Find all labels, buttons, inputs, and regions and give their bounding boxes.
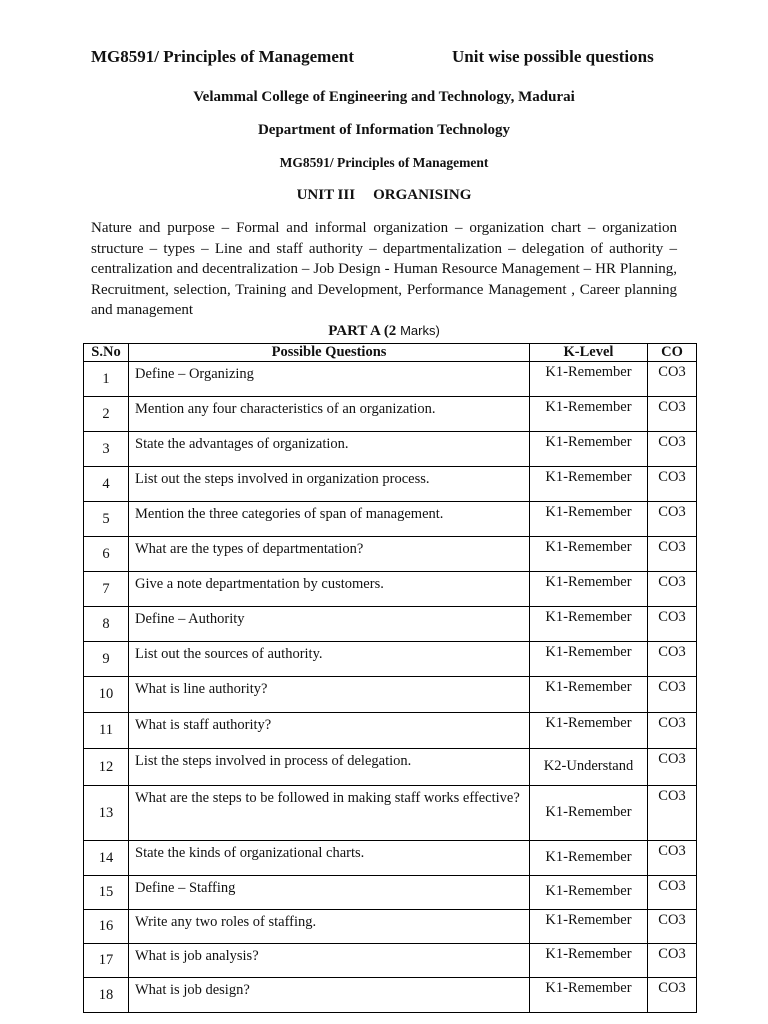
row-klevel: K1-Remember [530, 978, 648, 1013]
table-row [84, 432, 697, 467]
row-klevel: K1-Remember [530, 677, 648, 713]
header-course-title: MG8591/ Principles of Management [91, 47, 354, 66]
row-klevel: K1-Remember [530, 572, 648, 607]
row-sno: 5 [84, 502, 129, 537]
college-name: Velammal College of Engineering and Technology, Madurai [193, 89, 575, 105]
row-question: What is staff authority? [129, 713, 530, 749]
row-klevel: K1-Remember [530, 713, 648, 749]
syllabus-paragraph: Nature and purpose – Formal and informal organization – organization chart – organization structure – types – Line and staff authority – departmentalization – delegation of authority – centralization and decentralization – Job Design - Human Resource Management – HR Planning, Recruitment, selection, Training and Development, Performance Management , Career planning and management [91, 220, 677, 319]
row-question: Define – Staffing [129, 876, 530, 910]
row-sno: 9 [84, 642, 129, 677]
row-question: What is line authority? [129, 677, 530, 713]
row-co: CO3 [648, 467, 697, 502]
unit-heading [0, 187, 768, 204]
table-row [84, 362, 697, 397]
header-subtitle: Unit wise possible questions [452, 47, 654, 66]
row-sno: 4 [84, 467, 129, 502]
row-co: CO3 [648, 642, 697, 677]
table-row [84, 749, 697, 786]
row-sno: 7 [84, 572, 129, 607]
row-co: CO3 [648, 786, 697, 841]
table-row [84, 502, 697, 537]
row-sno: 18 [84, 978, 129, 1013]
row-sno: 13 [84, 786, 129, 841]
questions-table [83, 343, 697, 1013]
header-klevel: K-Level [530, 344, 648, 362]
row-question: Mention the three categories of span of management. [129, 502, 530, 537]
unit-title: ORGANISING [373, 187, 472, 203]
row-question: List out the sources of authority. [129, 642, 530, 677]
table-row [84, 910, 697, 944]
row-question: List the steps involved in process of delegation. [129, 749, 530, 786]
part-a-marks: Marks) [400, 323, 440, 338]
row-co: CO3 [648, 607, 697, 642]
row-sno: 8 [84, 607, 129, 642]
row-co: CO3 [648, 876, 697, 910]
table-row [84, 876, 697, 910]
table-row [84, 572, 697, 607]
row-question: Define – Organizing [129, 362, 530, 397]
table-row [84, 537, 697, 572]
row-sno: 11 [84, 713, 129, 749]
row-co: CO3 [648, 397, 697, 432]
row-sno: 17 [84, 944, 129, 978]
table-row [84, 677, 697, 713]
row-question: Give a note departmentation by customers. [129, 572, 530, 607]
row-klevel: K1-Remember [530, 537, 648, 572]
row-question: What are the steps to be followed in making staff works effective? [129, 786, 530, 841]
row-sno: 3 [84, 432, 129, 467]
unit-number: UNIT III [296, 187, 356, 203]
row-klevel: K1-Remember [530, 841, 648, 876]
row-klevel: K1-Remember [530, 786, 648, 841]
table-row [84, 944, 697, 978]
row-sno: 15 [84, 876, 129, 910]
row-sno: 1 [84, 362, 129, 397]
row-klevel: K1-Remember [530, 432, 648, 467]
row-klevel: K1-Remember [530, 944, 648, 978]
row-question: List out the steps involved in organization process. [129, 467, 530, 502]
table-row [84, 786, 697, 841]
row-klevel: K1-Remember [530, 397, 648, 432]
row-question: What are the types of departmentation? [129, 537, 530, 572]
row-klevel: K1-Remember [530, 502, 648, 537]
row-co: CO3 [648, 910, 697, 944]
part-a-title: PART A (2 [328, 323, 397, 339]
row-question: Define – Authority [129, 607, 530, 642]
row-co: CO3 [648, 677, 697, 713]
row-sno: 16 [84, 910, 129, 944]
row-co: CO3 [648, 841, 697, 876]
row-question: State the advantages of organization. [129, 432, 530, 467]
row-klevel: K1-Remember [530, 362, 648, 397]
row-klevel: K1-Remember [530, 467, 648, 502]
table-row [84, 397, 697, 432]
table-row [84, 841, 697, 876]
row-question: Write any two roles of staffing. [129, 910, 530, 944]
row-klevel: K1-Remember [530, 876, 648, 910]
table-row [84, 642, 697, 677]
row-question: Mention any four characteristics of an organization. [129, 397, 530, 432]
row-klevel: K1-Remember [530, 642, 648, 677]
row-sno: 6 [84, 537, 129, 572]
row-co: CO3 [648, 537, 697, 572]
row-co: CO3 [648, 362, 697, 397]
header-question: Possible Questions [129, 344, 530, 362]
row-sno: 10 [84, 677, 129, 713]
row-question: What is job analysis? [129, 944, 530, 978]
row-klevel: K1-Remember [530, 910, 648, 944]
row-co: CO3 [648, 749, 697, 786]
department-name: Department of Information Technology [257, 122, 511, 138]
table-row [84, 713, 697, 749]
table-row [84, 467, 697, 502]
row-co: CO3 [648, 502, 697, 537]
row-question: State the kinds of organizational charts. [129, 841, 530, 876]
header-sno: S.No [84, 344, 129, 362]
row-sno: 2 [84, 397, 129, 432]
part-a-heading [0, 323, 768, 340]
row-sno: 12 [84, 749, 129, 786]
row-co: CO3 [648, 713, 697, 749]
course-code-title: MG8591/ Principles of Management [279, 155, 489, 170]
header-co: CO [648, 344, 697, 362]
row-klevel: K2-Understand [530, 749, 648, 786]
row-sno: 14 [84, 841, 129, 876]
row-klevel: K1-Remember [530, 607, 648, 642]
row-co: CO3 [648, 572, 697, 607]
table-header-row [84, 344, 697, 362]
table-row [84, 978, 697, 1013]
row-co: CO3 [648, 432, 697, 467]
row-co: CO3 [648, 944, 697, 978]
row-question: What is job design? [129, 978, 530, 1013]
row-co: CO3 [648, 978, 697, 1013]
table-row [84, 607, 697, 642]
